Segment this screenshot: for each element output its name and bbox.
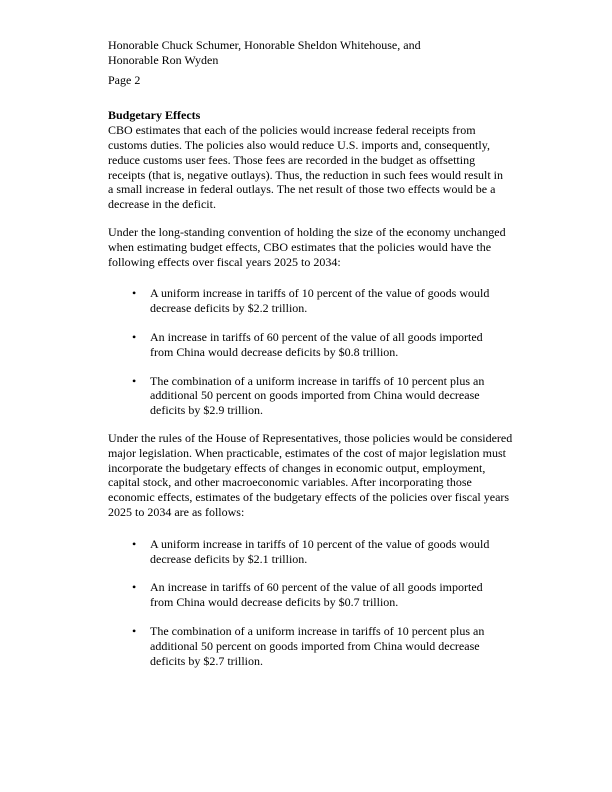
paragraph-convention: Under the long-standing convention of holding the size of the economy unchanged when estimating budget effects, CBO estimates that the policies would have the following effects over fiscal years 2025 to 2034: [108,224,506,269]
list-item [108,330,508,360]
page-number: Page 2 [108,72,141,87]
list-item-text: An increase in tariffs of 60 percent of the value of all goods imported from China would decrease deficits by $0.7 trillion. [150,580,483,610]
bullet-icon: • [132,536,137,551]
list-item [108,624,508,668]
list-item [108,537,508,567]
list-item [108,374,508,418]
effects-list-conventional [108,286,508,418]
paragraph-receipts: CBO estimates that each of the policies would increase federal receipts from customs duties. The policies also would reduce U.S. imports and, consequently, reduce customs user fees. Those fees are recorded in the budget as offsetting receipts (that is, negative outlays). Thus, the reduction in such fees would result in a small increase in federal outlays. The net result of those two effects would be a decrease in the deficit. [108,123,504,212]
list-item-text: A uniform increase in tariffs of 10 percent of the value of goods would decrease deficits by $2.1 trillion. [150,536,490,566]
list-item-text: An increase in tariffs of 60 percent of the value of all goods imported from China would decrease deficits by $0.8 trillion. [150,329,483,359]
bullet-icon: • [132,286,137,301]
effects-list-dynamic [108,537,508,669]
list-item [108,580,508,610]
list-item-text: A uniform increase in tariffs of 10 percent of the value of goods would decrease deficits by $2.2 trillion. [150,286,490,316]
bullet-icon: • [132,623,137,638]
addressee-line-1: Honorable Chuck Schumer, Honorable Sheldon Whitehouse, and [108,38,421,52]
letter-page [108,38,513,668]
section-title: Budgetary Effects [108,108,201,123]
list-item [108,286,508,316]
bullet-icon: • [132,373,137,388]
bullet-icon: • [132,580,137,595]
bullet-icon: • [132,329,137,344]
paragraph-house-rules: Under the rules of the House of Representatives, those policies would be considered major legislation. When practicable, estimates of the cost of major legislation must incorporate the budgetary effects of changes in economic output, employment, capital stock, and other macroeconomic variables. After incorporating those economic effects, estimates of the budgetary effects of the policies over fiscal years 2025 to 2034 are as follows: [108,430,513,519]
list-item-text: The combination of a uniform increase in tariffs of 10 percent plus an additional 50 percent on goods imported from China would decrease deficits by $2.7 trillion. [150,623,485,668]
list-item-text: The combination of a uniform increase in tariffs of 10 percent plus an additional 50 percent on goods imported from China would decrease deficits by $2.9 trillion. [150,373,485,418]
addressee-line-2: Honorable Ron Wyden [108,52,219,67]
